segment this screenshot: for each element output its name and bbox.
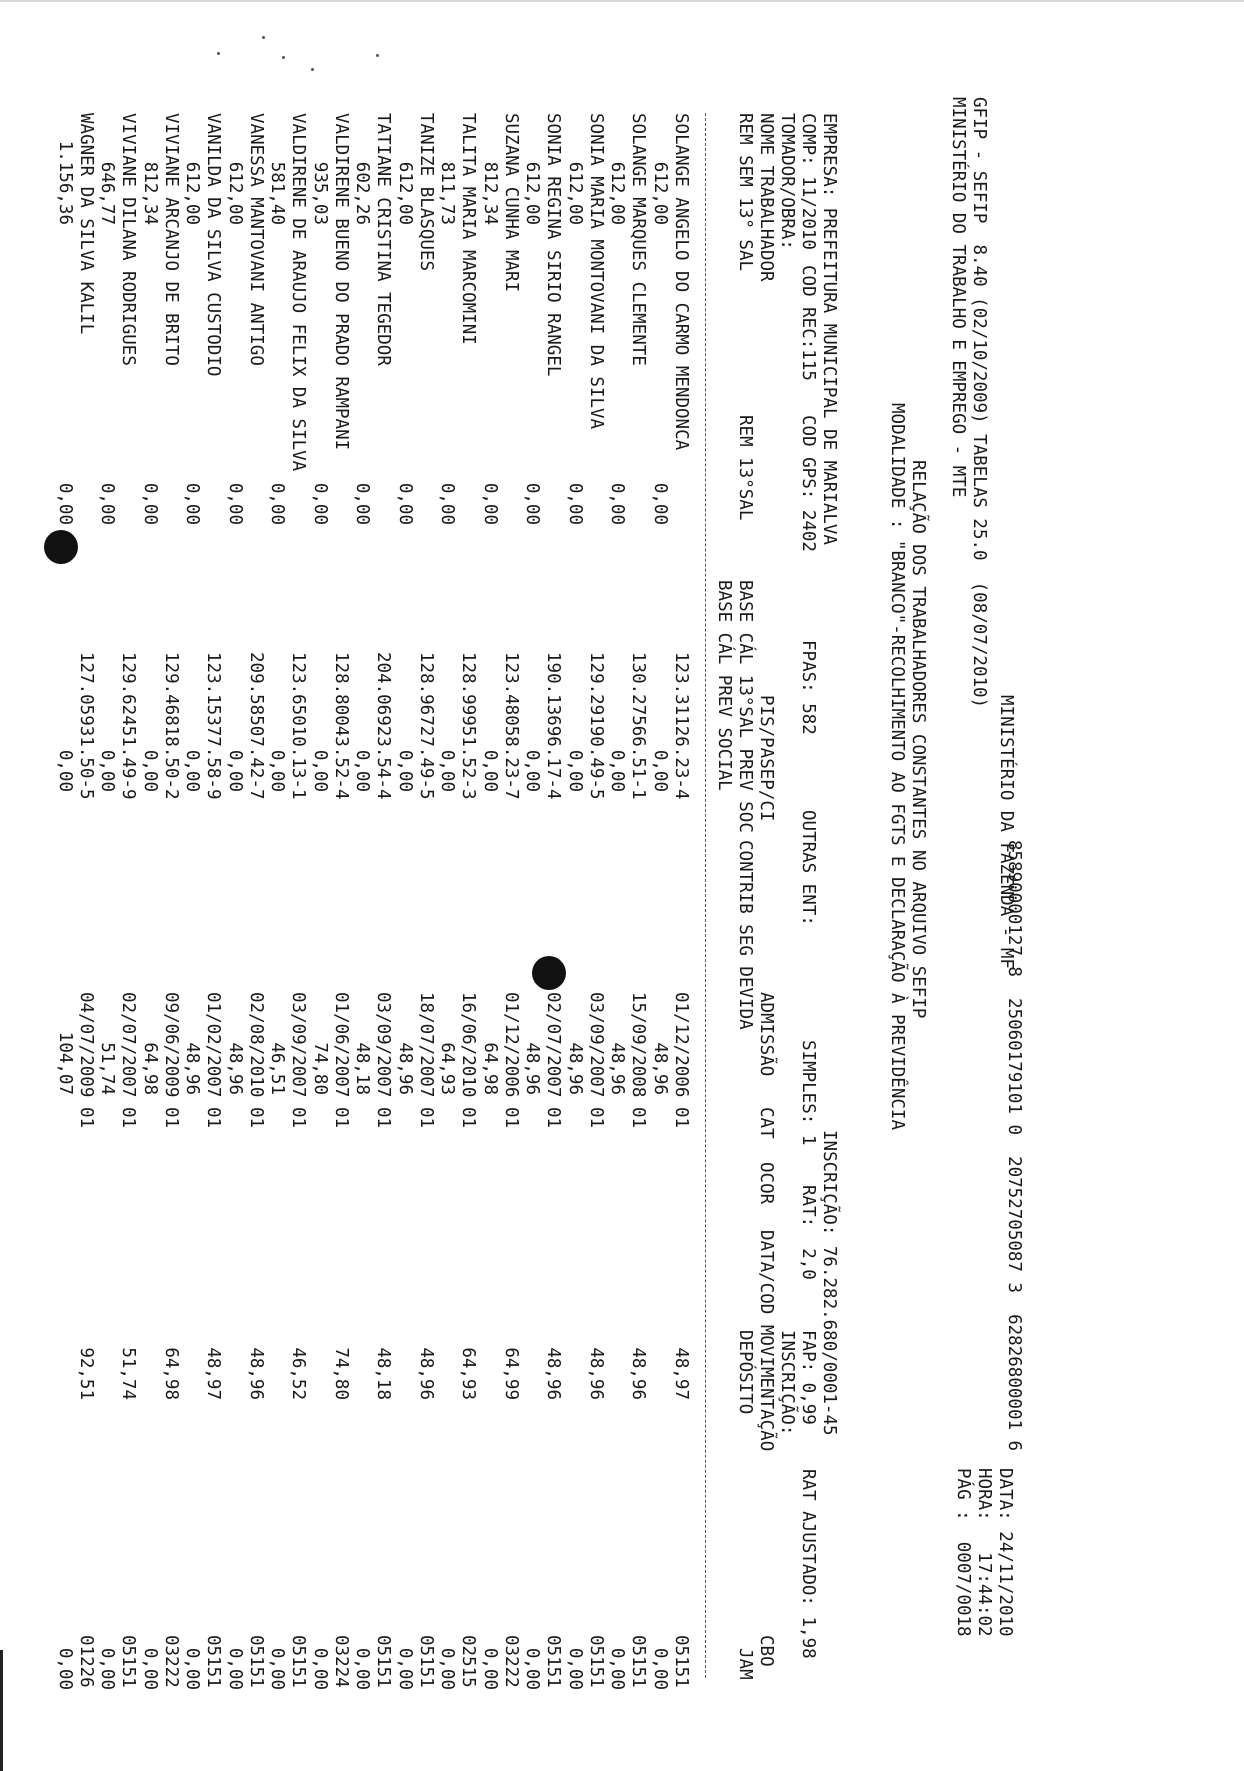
worker-cbo: 05151 (671, 1635, 691, 1688)
worker-rem-13: 0,00 (55, 482, 75, 525)
worker-deposit: 92,51 (76, 1347, 96, 1400)
worker-category: 01 (288, 1107, 309, 1129)
worker-admission-date: 01/02/2007 (203, 992, 224, 1098)
worker-cbo: 05151 (203, 1635, 224, 1688)
worker-rem-13: 0,00 (395, 482, 415, 525)
worker-admission-date: 02/08/2010 (246, 992, 266, 1098)
worker-base-13: 0,00 (267, 749, 288, 792)
worker-admission-date: 01/12/2006 (501, 992, 521, 1098)
competence: COMP: 11/2010 (798, 113, 818, 250)
worker-jam: 0,00 (97, 1647, 118, 1690)
worker-jam: 0,00 (352, 1647, 373, 1690)
worker-jam: 0,00 (480, 1647, 500, 1690)
worker-pis: 204.06923.54-4 (373, 652, 394, 800)
software-version: GFIP - SEFIP 8.40 (02/10/2009) TABELAS 25.0 (08/07/2010) (969, 97, 989, 709)
worker-name: SUZANA CUNHA MARI (501, 113, 521, 293)
worker-admission-date: 15/09/2008 (628, 992, 649, 1098)
worker-pis: 128.80043.52-4 (331, 652, 351, 800)
worker-cbo: 05151 (543, 1635, 564, 1688)
worker-pis: 123.31126.23-4 (671, 652, 691, 800)
col-header-cbo: CBO (756, 1635, 776, 1667)
worker-category: 01 (628, 1107, 649, 1129)
worker-deposit: 48,96 (416, 1347, 436, 1400)
worker-contrib: 46,51 (267, 1042, 288, 1095)
worker-rem-sem-13: 646,77 (97, 161, 118, 225)
worker-jam: 0,00 (310, 1647, 330, 1690)
worker-rem-sem-13: 812,34 (480, 161, 500, 225)
worker-name: TALITA MARIA MARCOMINI (458, 113, 479, 345)
worker-contrib: 64,93 (437, 1042, 458, 1095)
worker-contrib: 48,96 (395, 1042, 415, 1095)
worker-deposit: 46,52 (288, 1347, 309, 1400)
worker-rem-sem-13: 612,00 (182, 161, 203, 225)
worker-admission-date: 02/07/2007 (118, 992, 139, 1098)
fpas: FPAS: 582 (798, 640, 818, 735)
worker-base-13: 0,00 (97, 749, 118, 792)
worker-jam: 0,00 (607, 1647, 628, 1690)
worker-base-13: 0,00 (310, 749, 330, 792)
worker-base-13: 0,00 (55, 749, 75, 792)
worker-pis: 128.99951.52-3 (458, 652, 479, 800)
worker-jam: 0,00 (437, 1647, 458, 1690)
worker-name: VIVIANE ARCANJO DE BRITO (161, 113, 181, 366)
worker-admission-date: 03/09/2007 (288, 992, 309, 1098)
worker-category: 01 (373, 1107, 394, 1129)
worker-name: SOLANGE ANGELO DO CARMO MENDONCA (671, 113, 691, 451)
worker-rem-sem-13: 612,00 (395, 161, 415, 225)
worker-rem-sem-13: 812,34 (140, 161, 160, 225)
worker-deposit: 48,96 (543, 1347, 564, 1400)
worker-pis: 123.65010.13-1 (288, 652, 309, 800)
worker-contrib: 64,98 (140, 1042, 160, 1095)
worker-jam: 0,00 (55, 1647, 75, 1690)
worker-category: 01 (671, 1107, 691, 1129)
worker-contrib: 48,96 (182, 1042, 203, 1095)
worker-name: WAGNER DA SILVA KALIL (76, 113, 96, 335)
worker-cbo: 02515 (458, 1635, 479, 1688)
worker-base-13: 0,00 (182, 749, 203, 792)
worker-category: 01 (543, 1107, 564, 1129)
worker-category: 01 (161, 1107, 181, 1129)
col-header-base-13: BASE CÁL 13°SAL PREV SOC (735, 580, 755, 833)
worker-deposit: 48,97 (671, 1347, 691, 1400)
worker-cbo: 05151 (586, 1635, 606, 1688)
worker-deposit: 48,18 (373, 1347, 394, 1400)
worker-pis: 128.96727.49-5 (416, 652, 436, 800)
worker-rem-13: 0,00 (97, 482, 118, 525)
worker-deposit: 48,96 (628, 1347, 649, 1400)
worker-name: VALDIRENE BUENO DO PRADO RAMPANI (331, 113, 351, 451)
worker-pis: 130.27566.51-1 (628, 652, 649, 800)
worker-jam: 0,00 (650, 1647, 670, 1690)
worker-rem-13: 0,00 (437, 482, 458, 525)
worker-base-13: 0,00 (565, 749, 585, 792)
worker-pis: 127.05931.50-5 (76, 652, 96, 800)
worker-base-13: 0,00 (607, 749, 628, 792)
worker-category: 01 (458, 1107, 479, 1129)
worker-pis: 209.58507.42-7 (246, 652, 266, 800)
worker-deposit: 51,74 (118, 1347, 139, 1400)
tomador-registration: INSCRIÇÃO: (777, 1330, 797, 1436)
col-header-contrib: CONTRIB SEG DEVIDA (735, 840, 755, 1030)
worker-deposit: 64,99 (501, 1347, 521, 1400)
col-header-data-cod-mov: DATA/COD MOVIMENTAÇÃO (756, 1230, 776, 1452)
worker-cbo: 01226 (76, 1635, 96, 1688)
worker-cbo: 03222 (161, 1635, 181, 1688)
worker-contrib: 64,98 (480, 1042, 500, 1095)
header-divider (705, 113, 706, 1678)
cod-gps: COD GPS: 2402 (798, 415, 818, 552)
worker-name: SONIA MARIA MONTOVANI DA SILVA (586, 113, 606, 430)
worker-base-13: 0,00 (352, 749, 373, 792)
worker-admission-date: 01/06/2007 (331, 992, 351, 1098)
worker-cbo: 03222 (501, 1635, 521, 1688)
worker-cbo: 05151 (373, 1635, 394, 1688)
worker-contrib: 48,96 (225, 1042, 245, 1095)
report-title: RELAÇÃO DOS TRABALHADORES CONSTANTES NO ARQUIVO SEFIP (908, 460, 928, 1019)
worker-rem-13: 0,00 (607, 482, 628, 525)
worker-rem-13: 0,00 (140, 482, 160, 525)
worker-rem-sem-13: 581,40 (267, 161, 288, 225)
worker-admission-date: 03/09/2007 (586, 992, 606, 1098)
worker-rem-13: 0,00 (225, 482, 245, 525)
worker-deposit: 48,96 (246, 1347, 266, 1400)
ministry-finance: MINISTÉRIO DA FAZENDA - MF (996, 695, 1016, 969)
cod-rec: COD REC:115 (798, 265, 818, 381)
worker-rem-sem-13: 811,73 (437, 161, 458, 225)
fap: FAP: 0,99 (798, 1330, 818, 1425)
worker-rem-13: 0,00 (267, 482, 288, 525)
worker-base-13: 0,00 (437, 749, 458, 792)
page-number: PÁG : 0007/0018 (953, 1468, 973, 1637)
worker-category: 01 (246, 1107, 266, 1129)
worker-rem-sem-13: 612,00 (522, 161, 543, 225)
tomador: TOMADOR/OBRA: (777, 113, 797, 250)
company-registration: INSCRIÇÃO: 76.282.680/0001-45 (819, 1130, 839, 1436)
worker-name: VIVIANE DILANA RODRIGUES (118, 113, 139, 366)
worker-rem-sem-13: 612,00 (225, 161, 245, 225)
col-header-cat: CAT (756, 1107, 776, 1139)
modality: MODALIDADE : "BRANCO"-RECOLHIMENTO AO FGTS E DECLARAÇÃO À PREVIDÊNCIA (887, 403, 907, 1130)
worker-cbo: 03224 (331, 1635, 351, 1688)
worker-deposit: 64,98 (161, 1347, 181, 1400)
worker-name: VANILDA DA SILVA CUSTODIO (203, 113, 224, 377)
worker-name: VANESSA MANTOVANI ANTIGO (246, 113, 266, 366)
worker-rem-sem-13: 935,03 (310, 161, 330, 225)
worker-contrib: 104,07 (55, 1031, 75, 1095)
worker-pis: 129.46818.50-2 (161, 652, 181, 800)
worker-name: SONIA REGINA SIRIO RANGEL (543, 113, 564, 377)
simples: SIMPLES: 1 (798, 1040, 818, 1146)
worker-contrib: 48,96 (650, 1042, 670, 1095)
worker-pis: 190.13696.17-4 (543, 652, 564, 800)
worker-category: 01 (203, 1107, 224, 1129)
worker-admission-date: 16/06/2010 (458, 992, 479, 1098)
worker-cbo: 05151 (416, 1635, 436, 1688)
worker-base-13: 0,00 (395, 749, 415, 792)
worker-pis: 123.15377.58-9 (203, 652, 224, 800)
worker-deposit: 64,93 (458, 1347, 479, 1400)
worker-jam: 0,00 (225, 1647, 245, 1690)
worker-admission-date: 18/07/2007 (416, 992, 436, 1098)
worker-rem-13: 0,00 (522, 482, 543, 525)
worker-name: SOLANGE MARQUES CLEMENTE (628, 113, 649, 366)
col-header-pis: PIS/PASEP/CI (756, 695, 776, 822)
worker-admission-date: 01/12/2006 (671, 992, 691, 1098)
worker-rem-13: 0,00 (565, 482, 585, 525)
worker-rem-sem-13: 1.156,36 (55, 140, 75, 225)
worker-contrib: 48,18 (352, 1042, 373, 1095)
worker-jam: 0,00 (182, 1647, 203, 1690)
worker-pis: 123.48058.23-7 (501, 652, 521, 800)
worker-category: 01 (118, 1107, 139, 1129)
worker-category: 01 (586, 1107, 606, 1129)
worker-name: VALDIRENE DE ARAUJO FELIX DA SILVA (288, 113, 309, 472)
col-header-admissao: ADMISSÃO (756, 992, 776, 1077)
worker-rem-sem-13: 602,26 (352, 161, 373, 225)
worker-rem-sem-13: 612,00 (565, 161, 585, 225)
worker-contrib: 48,96 (565, 1042, 585, 1095)
worker-category: 01 (331, 1107, 351, 1129)
col-header-nome: NOME TRABALHADOR (756, 113, 776, 282)
worker-rem-13: 0,00 (480, 482, 500, 525)
worker-rem-13: 0,00 (352, 482, 373, 525)
worker-rem-13: 0,00 (650, 482, 670, 525)
worker-admission-date: 04/07/2009 (76, 992, 96, 1098)
worker-jam: 0,00 (522, 1647, 543, 1690)
worker-jam: 0,00 (140, 1647, 160, 1690)
worker-contrib: 48,96 (607, 1042, 628, 1095)
col-header-ocor: OCOR (756, 1162, 776, 1205)
col-header-rem-sem-13: REM SEM 13° SAL (735, 113, 755, 272)
worker-jam: 0,00 (565, 1647, 585, 1690)
barcode-number: 85890000127 8 25060179101 0 20752705087 3 62826800001 6 (1004, 840, 1024, 1452)
ministry-labor: MINISTÉRIO DO TRABALHO E EMPREGO - MTE (948, 97, 968, 498)
report-time: HORA: 17:44:02 (974, 1468, 994, 1637)
worker-base-13: 0,00 (522, 749, 543, 792)
worker-contrib: 51,74 (97, 1042, 118, 1095)
worker-category: 01 (76, 1107, 96, 1129)
worker-contrib: 74,80 (310, 1042, 330, 1095)
worker-category: 01 (501, 1107, 521, 1129)
worker-deposit: 74,80 (331, 1347, 351, 1400)
worker-contrib: 48,96 (522, 1042, 543, 1095)
worker-base-13: 0,00 (480, 749, 500, 792)
col-header-base-prev: BASE CÁL PREV SOCIAL (714, 580, 734, 791)
worker-cbo: 05151 (628, 1635, 649, 1688)
worker-name: TATIANE CRISTINA TEGEDOR (373, 113, 394, 366)
worker-rem-sem-13: 612,00 (650, 161, 670, 225)
worker-base-13: 0,00 (140, 749, 160, 792)
worker-cbo: 05151 (288, 1635, 309, 1688)
worker-admission-date: 02/07/2007 (543, 992, 564, 1098)
worker-base-13: 0,00 (225, 749, 245, 792)
worker-cbo: 05151 (118, 1635, 139, 1688)
col-header-rem-13: REM 13°SAL (735, 415, 755, 521)
company-name: EMPRESA: PREFEITURA MUNICIPAL DE MARIALVA (819, 113, 839, 545)
worker-name: TANIZE BLASQUES (416, 113, 436, 272)
col-header-jam: JAM (735, 1648, 755, 1680)
worker-deposit: 48,96 (586, 1347, 606, 1400)
worker-pis: 129.29190.49-5 (586, 652, 606, 800)
worker-base-13: 0,00 (650, 749, 670, 792)
worker-deposit: 48,97 (203, 1347, 224, 1400)
other-entities: OUTRAS ENT: (798, 810, 818, 926)
worker-rem-13: 0,00 (310, 482, 330, 525)
rat: RAT: 2,0 (798, 1185, 818, 1280)
worker-cbo: 05151 (246, 1635, 266, 1688)
worker-admission-date: 09/06/2009 (161, 992, 181, 1098)
worker-jam: 0,00 (395, 1647, 415, 1690)
report-date: DATA: 24/11/2010 (995, 1468, 1015, 1637)
worker-jam: 0,00 (267, 1647, 288, 1690)
worker-category: 01 (416, 1107, 436, 1129)
worker-rem-13: 0,00 (182, 482, 203, 525)
worker-pis: 129.62451.49-9 (118, 652, 139, 800)
col-header-deposito: DEPÓSITO (735, 1330, 755, 1415)
rat-adjusted: RAT AJUSTADO: 1,98 (798, 1469, 818, 1659)
worker-rem-sem-13: 612,00 (607, 161, 628, 225)
worker-admission-date: 03/09/2007 (373, 992, 394, 1098)
